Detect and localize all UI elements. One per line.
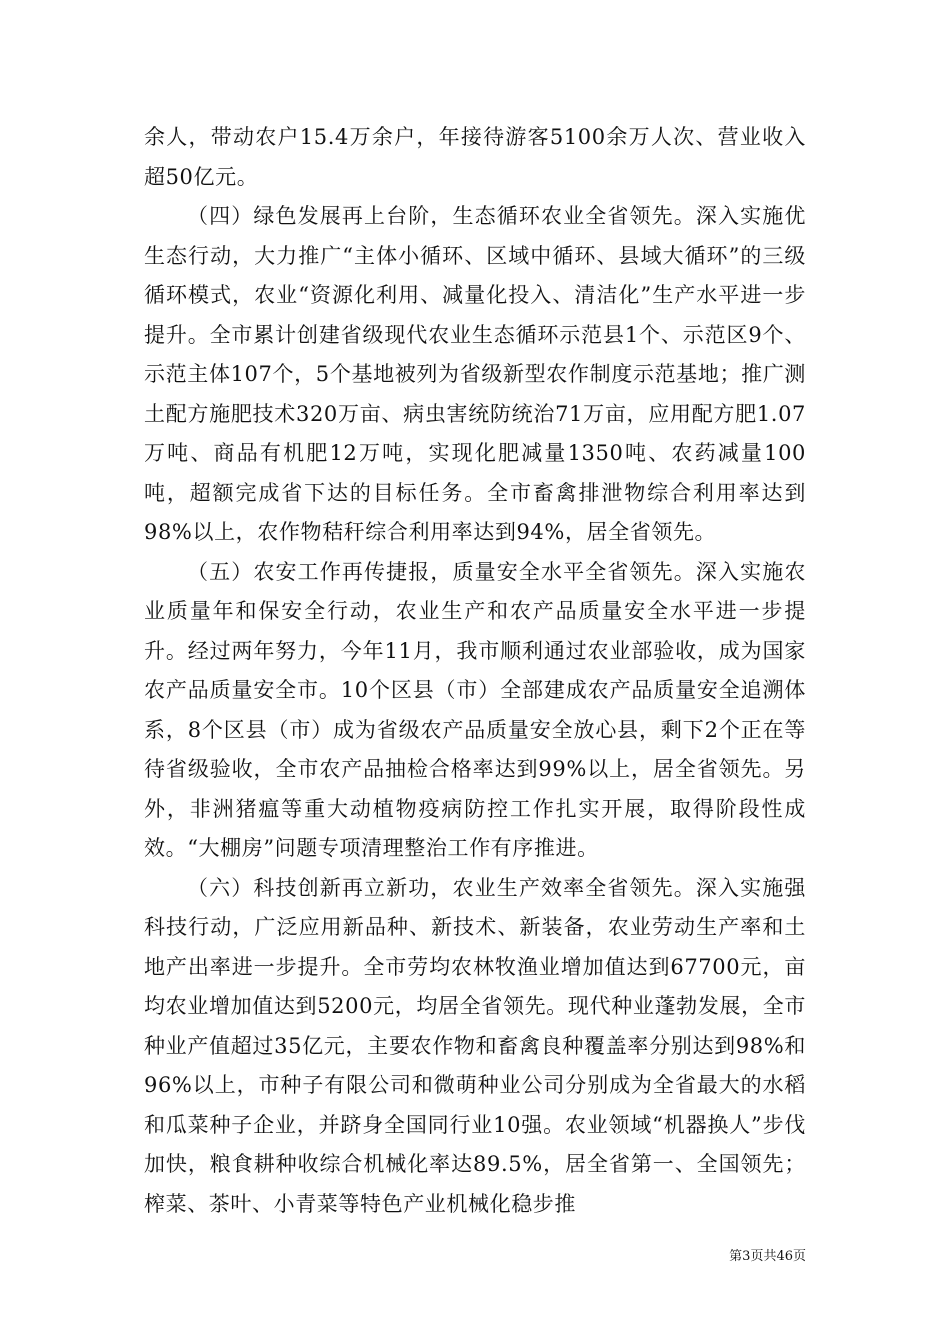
paragraph-green-development: （四）绿色发展再上台阶，生态循环农业全省领先。深入实施优生态行动，大力推广“主体小循环、区域中循环、县域大循环”的三级循环模式，农业“资源化利用、减量化投入、清洁化”生产水平进一步提升。全市累计创建省级现代农业生态循环示范县1个、示范区9个、示范主体107个，5个基地被列为省级新型农作制度示范基地；推广测土配方施肥技术320万亩、病虫害统防统治71万亩，应用配方肥1.07万吨、商品有机肥12万吨，实现化肥减量1350吨、农药减量100吨，超额完成省下达的目标任务。全市畜禽排泄物综合利用率达到98%以上，农作物秸秆综合利用率达到94%，居全省领先。 <box>144 204 806 544</box>
page-number-footer: 第3页共46页 <box>729 1249 806 1264</box>
body-text <box>144 118 806 1224</box>
paragraph-continuation: 余人，带动农户15.4万余户，年接待游客5100余万人次、营业收入超50亿元。 <box>144 125 806 189</box>
paragraph-tech-innovation: （六）科技创新再立新功，农业生产效率全省领先。深入实施强科技行动，广泛应用新品种、新技术、新装备，农业劳动生产率和土地产出率进一步提升。全市劳均农林牧渔业增加值达到67700元，亩均农业增加值达到5200元，均居全省领先。现代种业蓬勃发展，全市种业产值超过35亿元，主要农作物和畜禽良种覆盖率分别达到98%和96%以上，市种子有限公司和微萌种业公司分别成为全省最大的水稻和瓜菜种子企业，并跻身全国同行业10强。农业领域“机器换人”步伐加快，粮食耕种收综合机械化率达89.5%，居全省第一、全国领先；榨菜、茶叶、小青菜等特色产业机械化稳步推 <box>144 875 806 1216</box>
paragraph-agri-safety: （五）农安工作再传捷报，质量安全水平全省领先。深入实施农业质量年和保安全行动，农业生产和农产品质量安全水平进一步提升。经过两年努力，今年11月，我市顺利通过农业部验收，成为国家农产品质量安全市。10个区县（市）全部建成农产品质量安全追溯体系，8个区县（市）成为省级农产品质量安全放心县，剩下2个正在等待省级验收，全市农产品抽检合格率达到99%以上，居全省领先。另外，非洲猪瘟等重大动植物疫病防控工作扎实开展，取得阶段性成效。“大棚房”问题专项清理整治工作有序推进。 <box>144 559 806 860</box>
